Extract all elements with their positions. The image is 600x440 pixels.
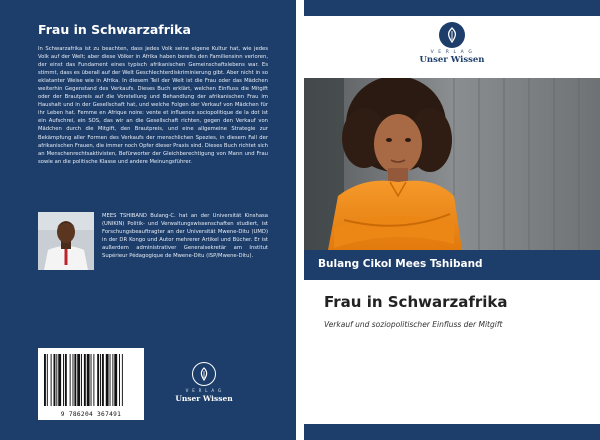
barcode-bar xyxy=(106,354,109,406)
barcode-bar xyxy=(81,354,82,406)
back-cover-title: Frau in Schwarzafrika xyxy=(38,22,191,37)
barcode-bar xyxy=(56,354,57,406)
barcode xyxy=(38,348,144,420)
barcode-bar xyxy=(122,354,123,406)
publisher-logo-front xyxy=(402,22,502,65)
barcode-bar xyxy=(91,354,92,406)
barcode-bar xyxy=(58,354,61,406)
barcode-bar xyxy=(54,354,56,406)
barcode-number: 9 786204 367491 xyxy=(60,411,122,418)
barcode-bar xyxy=(47,354,48,406)
barcode-bar xyxy=(112,354,113,406)
barcode-bar xyxy=(63,354,64,406)
book-subtitle: Verkauf und soziopolitischer Einfluss der Mitgift xyxy=(324,320,503,329)
cover-photo xyxy=(304,78,600,250)
barcode-bar xyxy=(114,354,117,406)
barcode-bars xyxy=(38,348,144,410)
barcode-bar xyxy=(77,354,80,406)
barcode-bar xyxy=(51,354,52,406)
barcode-bar xyxy=(87,354,90,406)
back-cover xyxy=(0,0,296,440)
publisher-name: Unser Wissen xyxy=(175,394,233,403)
barcode-bar xyxy=(73,354,74,406)
book-title: Frau in Schwarzafrika xyxy=(324,293,508,311)
barcode-bar xyxy=(100,354,101,406)
author-bio: MEES TSHIBAND Bulang-C. hat an der Universität Kinshasa (UNIKIN) Politik- und Verwaltungswissenschaften studiert, ist Forschungsbeauftragter an der Universität Mwene-Ditu (UMD) in der DR Kongo und Autor mehrerer Artikel und Bücher. Er ist außerdem administrativer Generalsekretär am Institut Supérieur Pédagogique de Mwene-Ditu (ISP/Mwene-Ditu). xyxy=(102,213,268,260)
barcode-bar xyxy=(93,354,94,406)
spine xyxy=(296,0,304,440)
back-cover-description: In Schwarzafrika ist zu beachten, dass jedes Volk seine eigene Kultur hat, wie jedes Volk auf der Welt; aber diese Völker in Afrika haben bereits den Familiensinn verloren, der einst das Fundament eines typisch afrikanischen Gemeinschaftslebens war. Es stimmt, dass es überall auf der Welt Geschlechterdiskriminierung gibt. Aber nicht in so eklatanter Weise wie in Afrika. In diesem Teil der Welt ist die Frau oder das Mädchen weiterhin Gegenstand des Verkaufs. Dieses Buch erklärt, welchen Einfluss die Mitgift oder der Brautpreis auf die Vorstellung und Behandlung der afrikanischen Frau im Haushalt und in der Gesellschaft hat, und welche Folgen der Verkauf von Mädchen für ihr Leben hat. Femme en Afrique noire: vente et influence sociopolitique de la dot ist ein Aufschrei, ein SOS, das wir an die Gesellschaft richten, gegen den Verkauf von Mädchen durch die Mitgift, den Brautpreis, und eine allgemeine Strategie zur Bekämpfung aller Formen des Verkaufs der menschlichen Spezies, in diesem Fall der afrikanischen Frauen, die immer noch Opfer dieser Praxis sind. Dieses Buch richtet sich an Menschenrechtsaktivisten, Befürworter der Gleichberechtigung von Mann und Frau sowie an die politische Klasse und andere Meinungsführer. xyxy=(38,46,268,165)
publisher-label: V E R L A G xyxy=(430,50,474,55)
author-band xyxy=(304,250,600,280)
publisher-label: V E R L A G xyxy=(185,388,223,393)
publisher-name: Unser Wissen xyxy=(419,55,485,65)
barcode-bar xyxy=(84,354,86,406)
author-photo xyxy=(38,212,94,270)
quill-icon xyxy=(192,362,216,386)
barcode-bar xyxy=(74,354,76,406)
quill-icon xyxy=(439,22,465,48)
barcode-bar xyxy=(70,354,71,406)
publisher-logo-back xyxy=(168,362,240,403)
barcode-bar xyxy=(65,354,67,406)
top-band xyxy=(304,0,600,16)
barcode-bar xyxy=(110,354,111,406)
barcode-bar xyxy=(102,354,104,406)
book-author: Bulang Cikol Mees Tshiband xyxy=(318,258,483,270)
barcode-bar xyxy=(119,354,120,406)
barcode-bar xyxy=(44,354,46,406)
bottom-band xyxy=(304,424,600,440)
front-cover xyxy=(304,0,600,440)
barcode-bar xyxy=(97,354,99,406)
